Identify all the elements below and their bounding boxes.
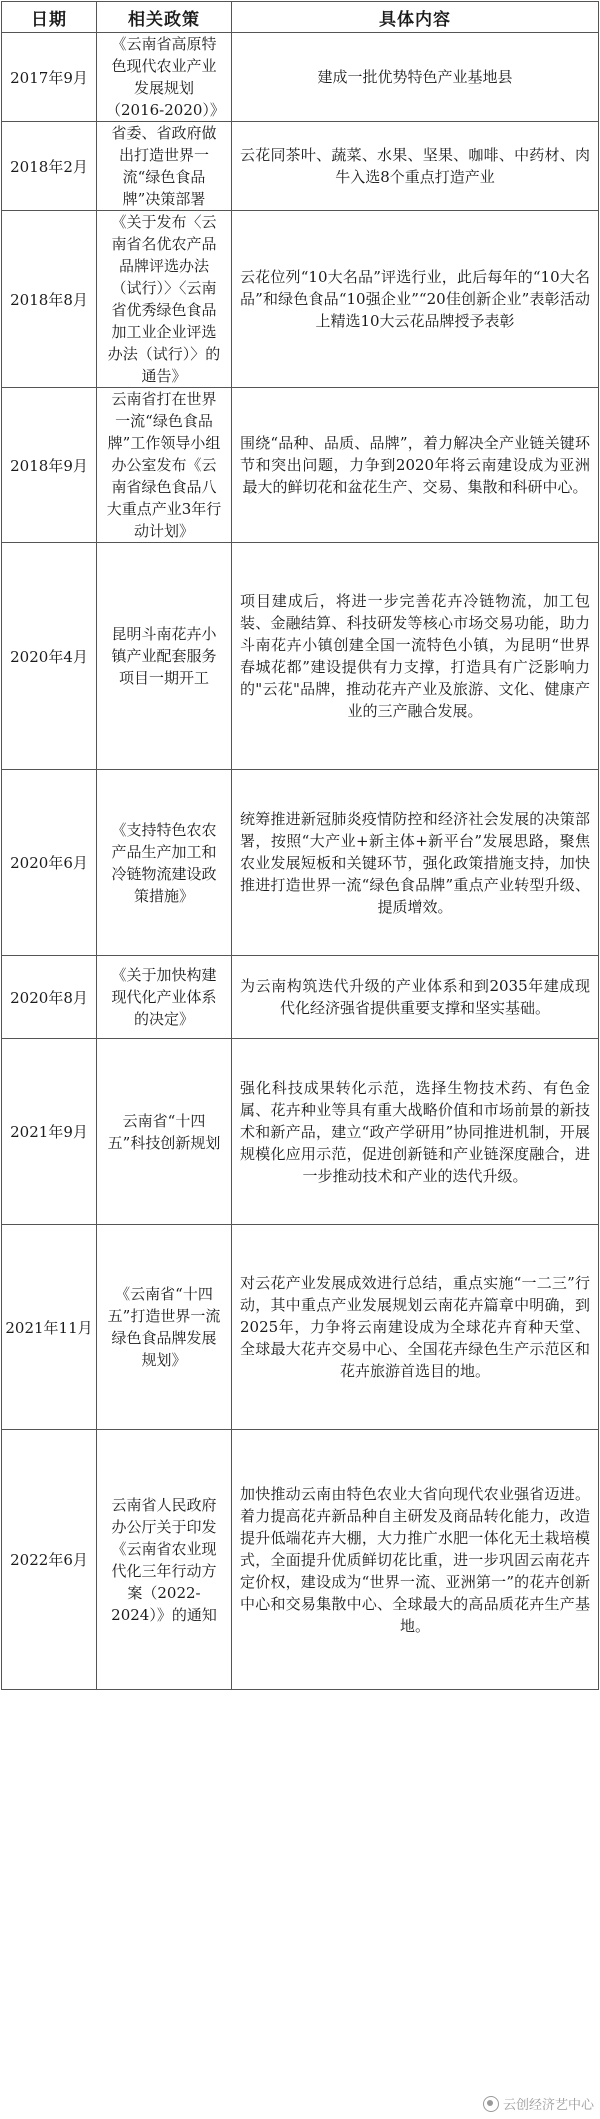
table-row bbox=[2, 33, 599, 122]
row-content: 统筹推进新冠肺炎疫情防控和经济社会发展的决策部署，按照“大产业+新主体+新平台”发展思路，聚焦农业发展短板和关键环节，强化政策措施支持，加快推进打造世界一流“绿色食品牌”重点产业转型升级、提质增效。 bbox=[232, 770, 599, 956]
table-row bbox=[2, 1430, 599, 1690]
row-date: 2021年9月 bbox=[2, 1039, 97, 1225]
row-policy: 省委、省政府做出打造世界一流“绿色食品牌”决策部署 bbox=[97, 122, 232, 211]
table-row bbox=[2, 1039, 599, 1225]
wechat-logo-icon bbox=[483, 2096, 499, 2112]
row-date: 2020年4月 bbox=[2, 543, 97, 770]
row-content: 项目建成后，将进一步完善花卉冷链物流，加工包装、金融结算、科技研发等核心市场交易功能，助力斗南花卉小镇创建全国一流特色小镇，为昆明“世界春城花都”建设提供有力支撑，打造具有广泛影响力的"云花"品牌，推动花卉产业及旅游、文化、健康产业的三产融合发展。 bbox=[232, 543, 599, 770]
table-row bbox=[2, 1225, 599, 1430]
row-content: 对云花产业发展成效进行总结，重点实施“一二三”行动，其中重点产业发展规划云南花卉篇章中明确，到2025年，力争将云南建设成为全球花卉育种天堂、全球最大花卉交易中心、全国花卉绿色生产示范区和花卉旅游首选目的地。 bbox=[232, 1225, 599, 1430]
row-policy: 《云南省高原特色现代农业产业发展规划（2016-2020）》 bbox=[97, 33, 232, 122]
row-content: 围绕“品种、品质、品牌”，着力解决全产业链关键环节和突出问题，力争到2020年将云南建设成为亚洲最大的鲜切花和盆花生产、交易、集散和科研中心。 bbox=[232, 388, 599, 543]
row-date: 2017年9月 bbox=[2, 33, 97, 122]
row-date: 2020年6月 bbox=[2, 770, 97, 956]
table-row bbox=[2, 770, 599, 956]
row-policy: 云南省“十四五”科技创新规划 bbox=[97, 1039, 232, 1225]
row-date: 2018年2月 bbox=[2, 122, 97, 211]
table-row bbox=[2, 956, 599, 1039]
row-date: 2022年6月 bbox=[2, 1430, 97, 1690]
row-date: 2020年8月 bbox=[2, 956, 97, 1039]
row-content: 云花同茶叶、蔬菜、水果、坚果、咖啡、中药材、肉牛入选8个重点打造产业 bbox=[232, 122, 599, 211]
table-row bbox=[2, 211, 599, 388]
row-content: 云花位列“10大名品”评选行业，此后每年的“10大名品”和绿色食品“10强企业”“20佳创新企业”表彰活动上精选10大云花品牌授予表彰 bbox=[232, 211, 599, 388]
row-content: 建成一批优势特色产业基地县 bbox=[232, 33, 599, 122]
row-content: 为云南构筑迭代升级的产业体系和到2035年建成现代化经济强省提供重要支撑和坚实基础。 bbox=[232, 956, 599, 1039]
row-content: 强化科技成果转化示范，选择生物技术药、有色金属、花卉种业等具有重大战略价值和市场前景的新技术和新产品，建立“政产学研用”协同推进机制，开展规模化应用示范，促进创新链和产业链深度融合，进一步推动技术和产业的迭代升级。 bbox=[232, 1039, 599, 1225]
row-policy: 《云南省“十四五”打造世界一流绿色食品牌发展规划》 bbox=[97, 1225, 232, 1430]
table-row bbox=[2, 388, 599, 543]
table-row bbox=[2, 122, 599, 211]
table-header-row bbox=[2, 2, 599, 33]
row-policy: 云南省打在世界一流“绿色食品牌”工作领导小组办公室发布《云南省绿色食品八大重点产业3年行动计划》 bbox=[97, 388, 232, 543]
header-date: 日期 bbox=[2, 2, 97, 33]
row-content: 加快推动云南由特色农业大省向现代农业强省迈进。着力提高花卉新品种自主研发及商品转化能力，改造提升低端花卉大棚，大力推广水肥一体化无土栽培模式，全面提升优质鲜切花比重，进一步巩固云南花卉定价权，建设成为“世界一流、亚洲第一”的花卉创新中心和交易集散中心、全球最大的高品质花卉生产基地。 bbox=[232, 1430, 599, 1690]
row-date: 2018年8月 bbox=[2, 211, 97, 388]
header-policy: 相关政策 bbox=[97, 2, 232, 33]
row-policy: 《关于发布〈云南省名优农产品品牌评选办法（试行）〉〈云南省优秀绿色食品加工业企业评选办法（试行）〉的通告》 bbox=[97, 211, 232, 388]
header-content: 具体内容 bbox=[232, 2, 599, 33]
row-date: 2021年11月 bbox=[2, 1225, 97, 1430]
row-policy: 云南省人民政府办公厅关于印发《云南省农业现代化三年行动方案（2022-2024）》的通知 bbox=[97, 1430, 232, 1690]
row-policy: 昆明斗南花卉小镇产业配套服务项目一期开工 bbox=[97, 543, 232, 770]
table-row bbox=[2, 543, 599, 770]
row-policy: 《关于加快构建现代化产业体系的决定》 bbox=[97, 956, 232, 1039]
row-date: 2018年9月 bbox=[2, 388, 97, 543]
watermark-text: 云创经济艺中心 bbox=[502, 2098, 594, 2113]
row-policy: 《支持特色农农产品生产加工和冷链物流建设政策措施》 bbox=[97, 770, 232, 956]
policy-table bbox=[1, 1, 599, 1690]
watermark bbox=[483, 2094, 594, 2113]
